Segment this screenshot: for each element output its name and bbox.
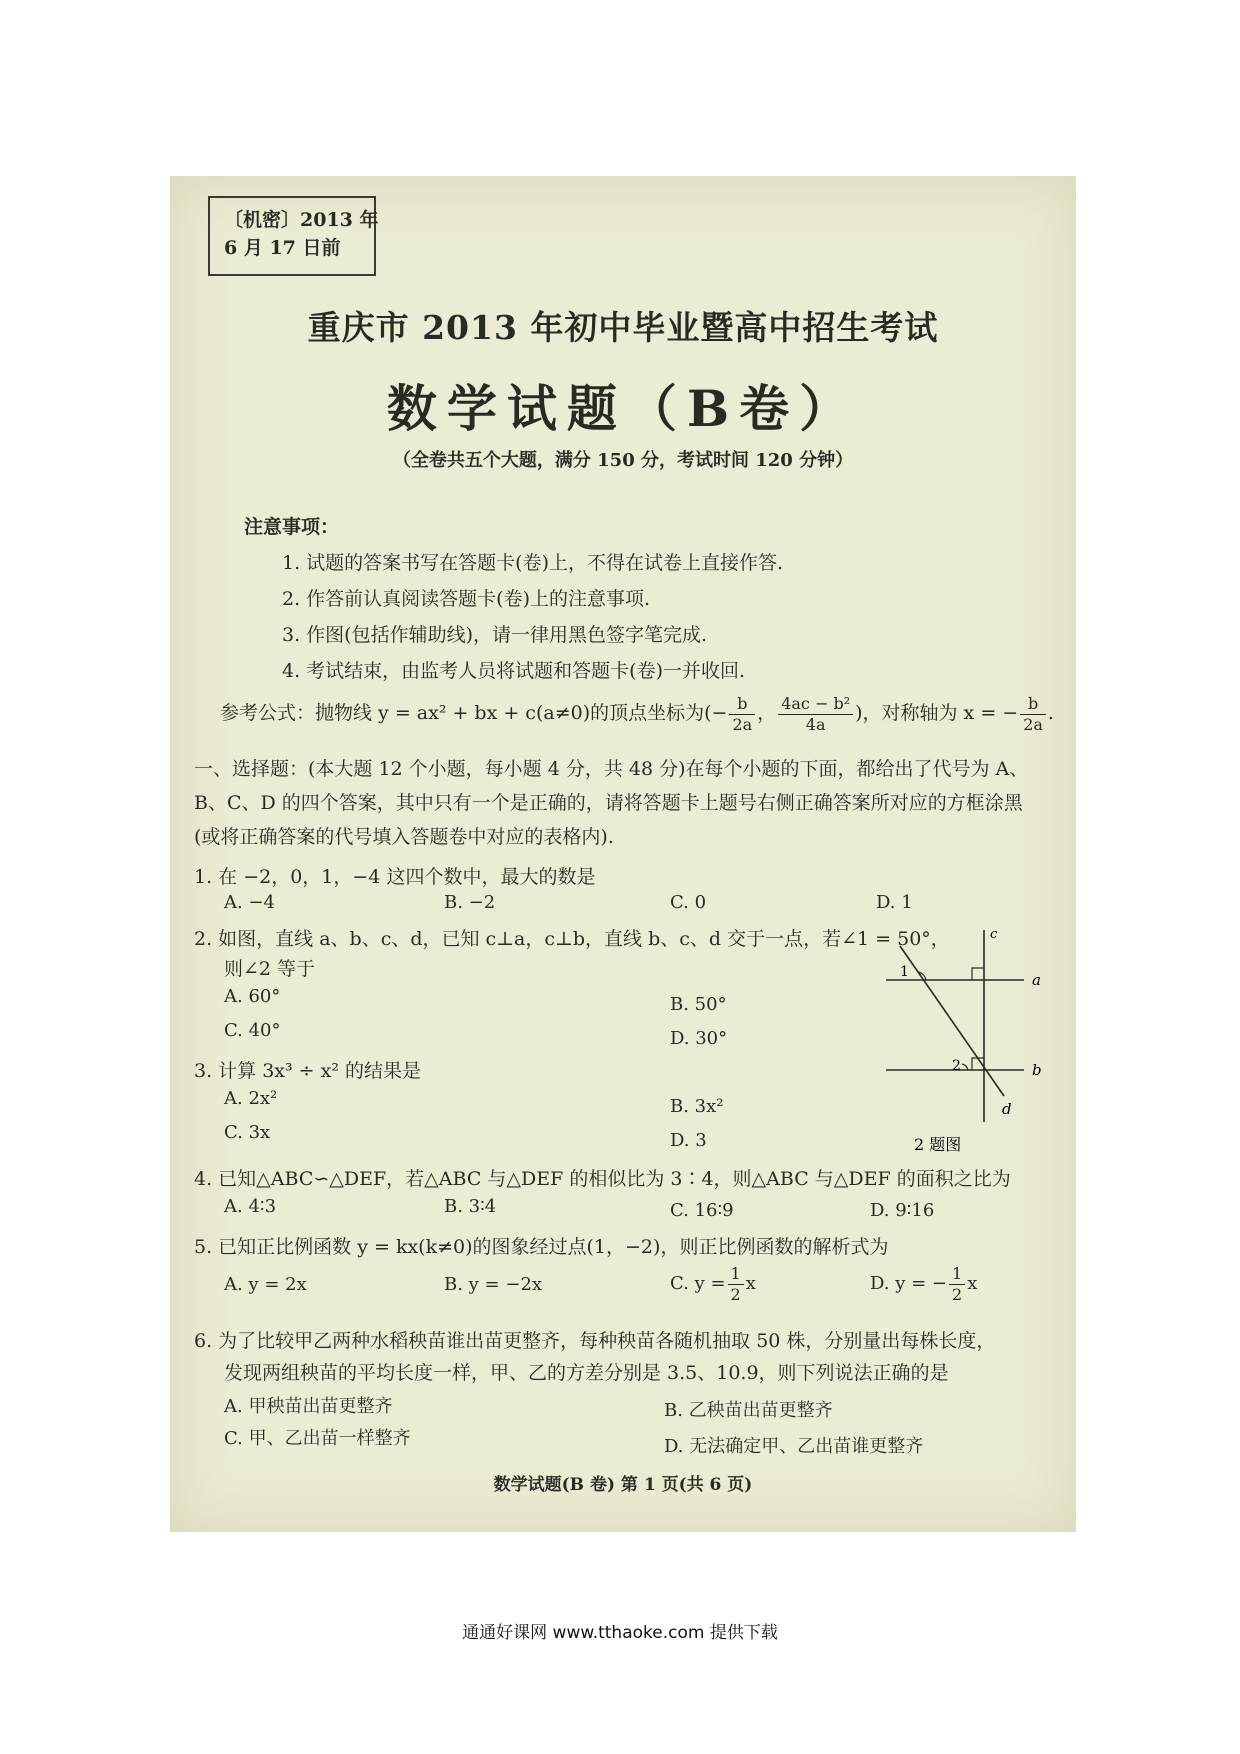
q2-option-d: D. 30° — [670, 1028, 728, 1049]
confidential-box — [208, 196, 379, 276]
question-2-stem-cont: 则∠2 等于 — [224, 958, 316, 980]
label-a: a — [1032, 971, 1041, 989]
question-2-figure — [886, 924, 1066, 1164]
q4-option-b: B. 3∶4 — [444, 1196, 497, 1217]
q6-option-c: C. 甲、乙出苗一样整齐 — [224, 1428, 411, 1449]
question-5-stem: 5. 已知正比例函数 y = kx(k≠0)的图象经过点(1，−2)，则正比例函数的解析式为 — [194, 1236, 889, 1258]
q1-option-c: C. 0 — [670, 892, 707, 913]
confidential-line-1: 〔机密〕2013 年 — [224, 209, 379, 231]
formula-mid: )，对称轴为 x = − — [855, 702, 1019, 724]
question-2-stem: 2. 如图，直线 a、b、c、d，已知 c⊥a，c⊥b，直线 b、c、d 交于一点，若∠1 = 50°， — [194, 928, 950, 950]
q3-option-a: A. 2x² — [224, 1088, 278, 1109]
q6-option-a: A. 甲秧苗出苗更整齐 — [224, 1396, 393, 1417]
label-d: d — [1002, 1100, 1012, 1118]
q3-option-c: C. 3x — [224, 1122, 271, 1143]
fraction: $\frac{b}{2a}$ — [1020, 694, 1046, 735]
fraction: $\frac{1}{2}$ — [949, 1264, 965, 1305]
page-footer: 数学试题(B 卷) 第 1 页(共 6 页) — [493, 1475, 753, 1495]
question-4-stem: 4. 已知△ABC∽△DEF，若△ABC 与△DEF 的相似比为 3∶4，则△ABC 与△DEF 的面积之比为 — [194, 1168, 1011, 1190]
q3-option-b: B. 3x² — [670, 1096, 724, 1117]
q5-option-a: A. y = 2x — [224, 1274, 307, 1295]
note-item: 2. 作答前认真阅读答题卡(卷)上的注意事项. — [282, 588, 651, 610]
reference-formula — [220, 688, 1054, 738]
formula-comma: ， — [757, 702, 777, 724]
q2-option-a: A. 60° — [224, 986, 281, 1007]
question-1-stem: 1. 在 −2，0，1，−4 这四个数中，最大的数是 — [194, 866, 596, 888]
q6-option-d: D. 无法确定甲、乙出苗谁更整齐 — [664, 1436, 924, 1457]
label-angle-1: 1 — [900, 964, 909, 980]
q1-option-a: A. −4 — [224, 892, 275, 913]
formula-minus: − — [711, 702, 728, 724]
q2-option-c: C. 40° — [224, 1020, 281, 1041]
exam-title: 重庆市 2013 年初中毕业暨高中招生考试 — [307, 308, 939, 347]
confidential-line-2: 6 月 17 日前 — [224, 237, 341, 259]
q5-option-b: B. y = −2x — [444, 1274, 543, 1295]
note-item: 1. 试题的答案书写在答题卡(卷)上，不得在试卷上直接作答. — [282, 552, 784, 574]
notes-heading: 注意事项： — [244, 516, 340, 538]
note-item: 3. 作图(包括作辅助线)，请一律用黑色签字笔完成. — [282, 624, 708, 646]
figure-caption: 2 题图 — [914, 1135, 962, 1154]
q5-option-c: C. y = $\frac{1}{2}$ x — [670, 1263, 756, 1304]
question-3-stem: 3. 计算 3x³ ÷ x² 的结果是 — [194, 1060, 421, 1082]
q6-option-b: B. 乙秧苗出苗更整齐 — [664, 1400, 833, 1421]
label-angle-2: 2 — [952, 1058, 961, 1074]
q1-option-b: B. −2 — [444, 892, 496, 913]
fraction: $\frac{\text{4ac − b²}}{4a}$ — [778, 694, 853, 735]
question-6-stem: 6. 为了比较甲乙两种水稻秧苗谁出苗更整齐，每种秧苗各随机抽取 50 株，分别量出每株长度， — [194, 1330, 996, 1352]
formula-end: . — [1047, 702, 1054, 724]
fraction: $\frac{b}{2a}$ — [729, 694, 755, 735]
q2-option-b: B. 50° — [670, 994, 727, 1015]
exam-subtitle: （全卷共五个大题，满分 150 分，考试时间 120 分钟） — [392, 450, 854, 471]
q4-option-c: C. 16∶9 — [670, 1200, 734, 1221]
right-angle-mark — [972, 968, 984, 980]
question-6-stem-cont: 发现两组秧苗的平均长度一样，甲、乙的方差分别是 3.5、10.9，则下列说法正确的是 — [224, 1362, 949, 1384]
exam-paper — [170, 176, 1076, 1532]
label-c: c — [990, 927, 998, 942]
formula-prefix: 参考公式：抛物线 y = ax² + bx + c(a≠0)的顶点坐标为( — [220, 702, 712, 724]
q1-option-d: D. 1 — [876, 892, 913, 913]
q4-option-a: A. 4∶3 — [224, 1196, 277, 1217]
fraction: $\frac{1}{2}$ — [728, 1264, 744, 1305]
note-item: 4. 考试结束，由监考人员将试题和答题卡(卷)一并收回. — [282, 660, 746, 682]
download-watermark: 通通好课网 www.tthaoke.com 提供下载 — [462, 1623, 778, 1643]
section-1-instructions: 一、选择题：(本大题 12 个小题，每小题 4 分，共 48 分)在每个小题的下面，都给出了代号为 A、B、C、D 的四个答案，其中只有一个是正确的，请将答题卡上题号右侧正确答案所对应的方框涂黑(或将正确答案的代号填入答题卷中对应的表格内). — [194, 758, 1029, 848]
angle-2-arc — [962, 1064, 968, 1070]
q3-option-d: D. 3 — [670, 1130, 707, 1151]
label-b: b — [1032, 1061, 1042, 1079]
q4-option-d: D. 9∶16 — [870, 1200, 935, 1221]
q5-option-d: D. y = − $\frac{1}{2}$ x — [870, 1263, 978, 1304]
subject-title: 数学试题（B卷） — [386, 379, 860, 438]
